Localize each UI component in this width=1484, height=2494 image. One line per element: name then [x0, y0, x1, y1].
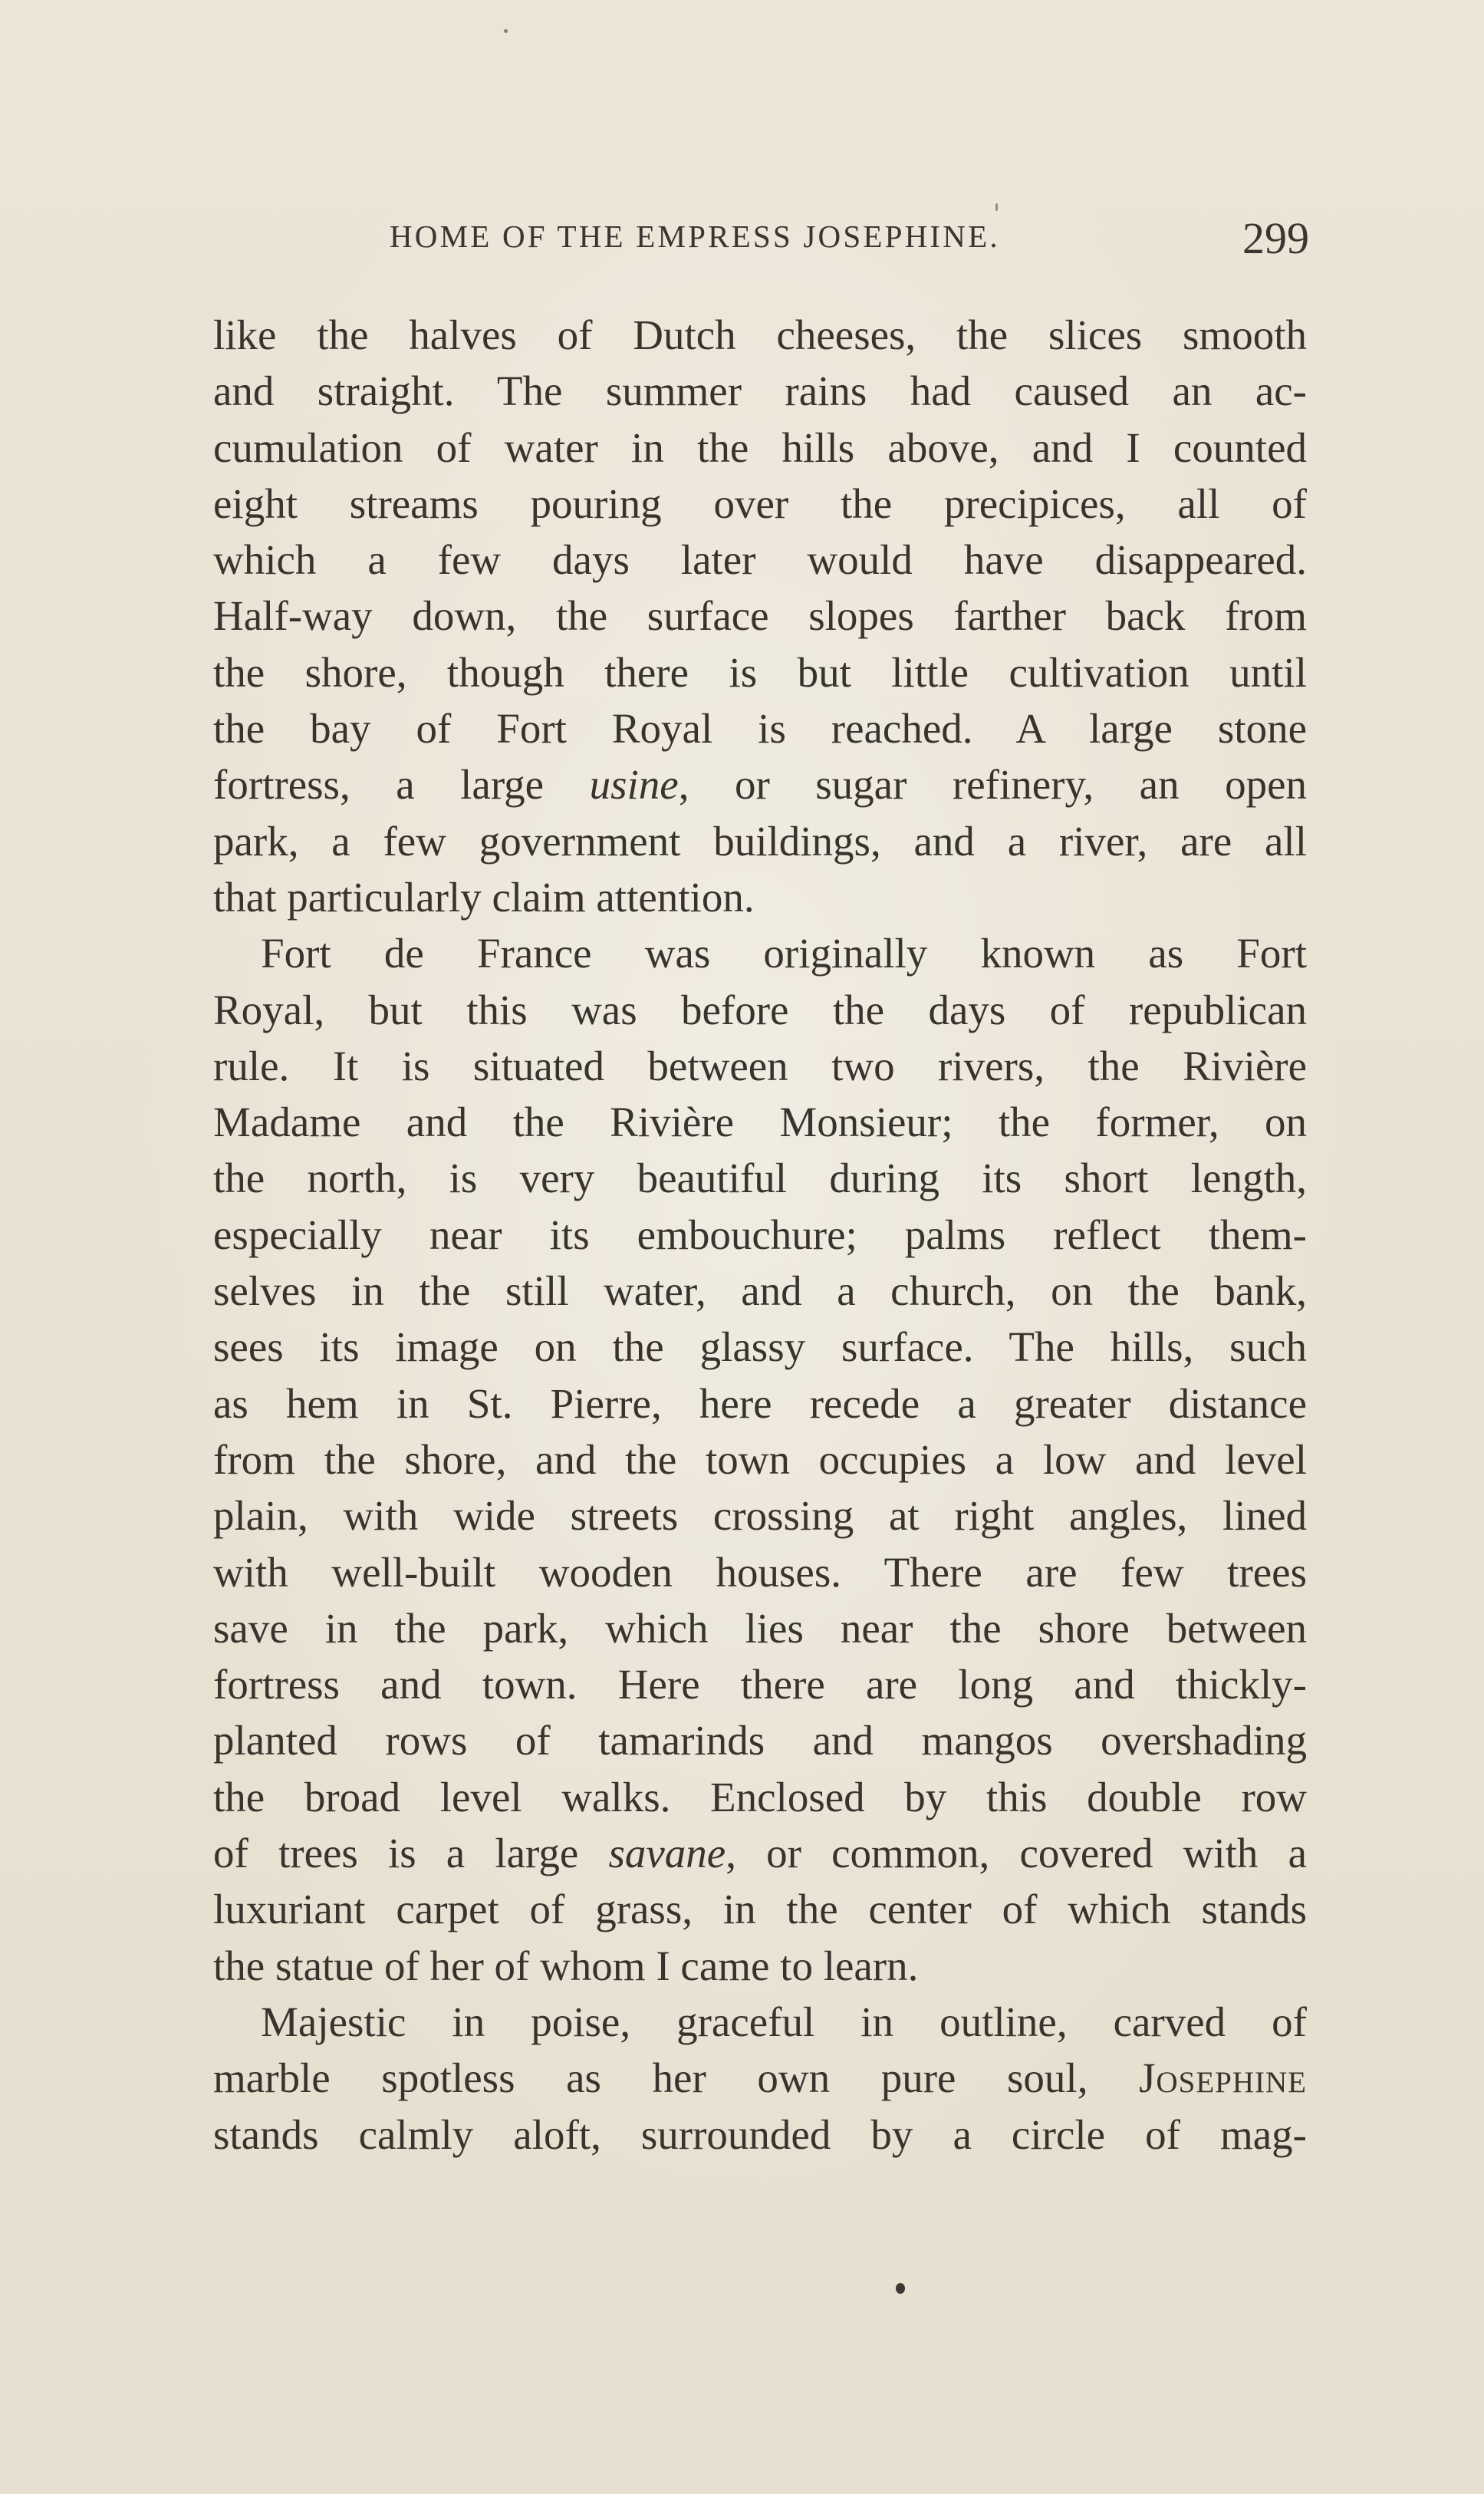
ink-speck — [995, 203, 998, 211]
italic-term-savane: savane — [608, 1830, 726, 1877]
text-line: the north, is very beautiful during its short length, — [213, 1155, 1307, 1202]
text-line: Royal, but this was before the days of republican — [213, 986, 1307, 1033]
paragraph-2 — [213, 925, 1307, 1994]
ink-speck — [896, 2283, 905, 2294]
text-line: especially near its embouchure; palms reflect them- — [213, 1211, 1307, 1258]
page-number: 299 — [1242, 213, 1309, 263]
body-text — [213, 307, 1307, 2163]
text-line: plain, with wide streets crossing at right angles, lined — [213, 1492, 1307, 1540]
text-fragment: of trees is a large — [213, 1830, 609, 1877]
text-fragment: fortress, a large — [213, 761, 590, 809]
text-fragment: , or sugar refinery, an open — [678, 761, 1307, 809]
text-line: sees its image on the glassy surface. The hills, such — [213, 1323, 1307, 1371]
text-line: selves in the still water, and a church, on the bank, — [213, 1267, 1307, 1315]
text-line: rule. It is situated between two rivers, the Rivière — [213, 1042, 1307, 1089]
text-line: planted rows of tamarinds and mangos overshading — [213, 1717, 1307, 1764]
text-line: eight streams pouring over the precipices, all of — [213, 479, 1307, 527]
text-line: cumulation of water in the hills above, and I counted — [213, 423, 1307, 471]
text-line: park, a few government buildings, and a river, are all — [213, 817, 1307, 865]
text-line: and straight. The summer rains had caused an ac- — [213, 367, 1307, 415]
text-line: fortress and town. Here there are long and thickly- — [213, 1661, 1307, 1708]
text-line: save in the park, which lies near the shore between — [213, 1604, 1307, 1652]
text-line: the statue of her of whom I came to learn. — [213, 1942, 919, 1989]
paragraph-3 — [213, 1994, 1307, 2163]
text-line: Half-way down, the surface slopes farther back from — [213, 592, 1307, 640]
text-fragment: , or common, covered with a — [726, 1830, 1307, 1877]
text-line: the shore, though there is but little cultivation until — [213, 648, 1307, 696]
text-line: with well-built wooden houses. There are few trees — [213, 1548, 1307, 1596]
text-line: which a few days later would have disappeared. — [213, 536, 1307, 584]
text-line: Fort de France was originally known as Fort — [261, 930, 1307, 977]
running-head-title: HOME OF THE EMPRESS JOSEPHINE. — [390, 219, 1000, 254]
text-line: stands calmly aloft, surrounded by a circle of mag- — [213, 2110, 1307, 2158]
text-line — [213, 756, 1307, 812]
text-fragment: marble spotless as her own pure soul, — [213, 2054, 1140, 2102]
ink-speck — [504, 29, 508, 33]
small-caps-name: Josephine — [1139, 2054, 1307, 2102]
text-line: from the shore, and the town occupies a low and level — [213, 1435, 1307, 1483]
text-line: that particularly claim attention. — [213, 873, 755, 921]
text-line: the broad level walks. Enclosed by this double row — [213, 1773, 1307, 1820]
text-line — [213, 2050, 1307, 2106]
text-line: Madame and the Rivière Monsieur; the former, on — [213, 1099, 1307, 1146]
text-line: Majestic in poise, graceful in outline, carved of — [261, 1998, 1307, 2045]
paragraph-1 — [213, 307, 1307, 925]
text-line: the bay of Fort Royal is reached. A large stone — [213, 705, 1307, 753]
italic-term-usine: usine — [589, 761, 679, 809]
text-line: as hem in St. Pierre, here recede a greater distance — [213, 1379, 1307, 1427]
text-line: luxuriant carpet of grass, in the center of which stands — [213, 1886, 1307, 1933]
text-line — [213, 1825, 1307, 1881]
text-line: like the halves of Dutch cheeses, the slices smooth — [213, 311, 1307, 358]
